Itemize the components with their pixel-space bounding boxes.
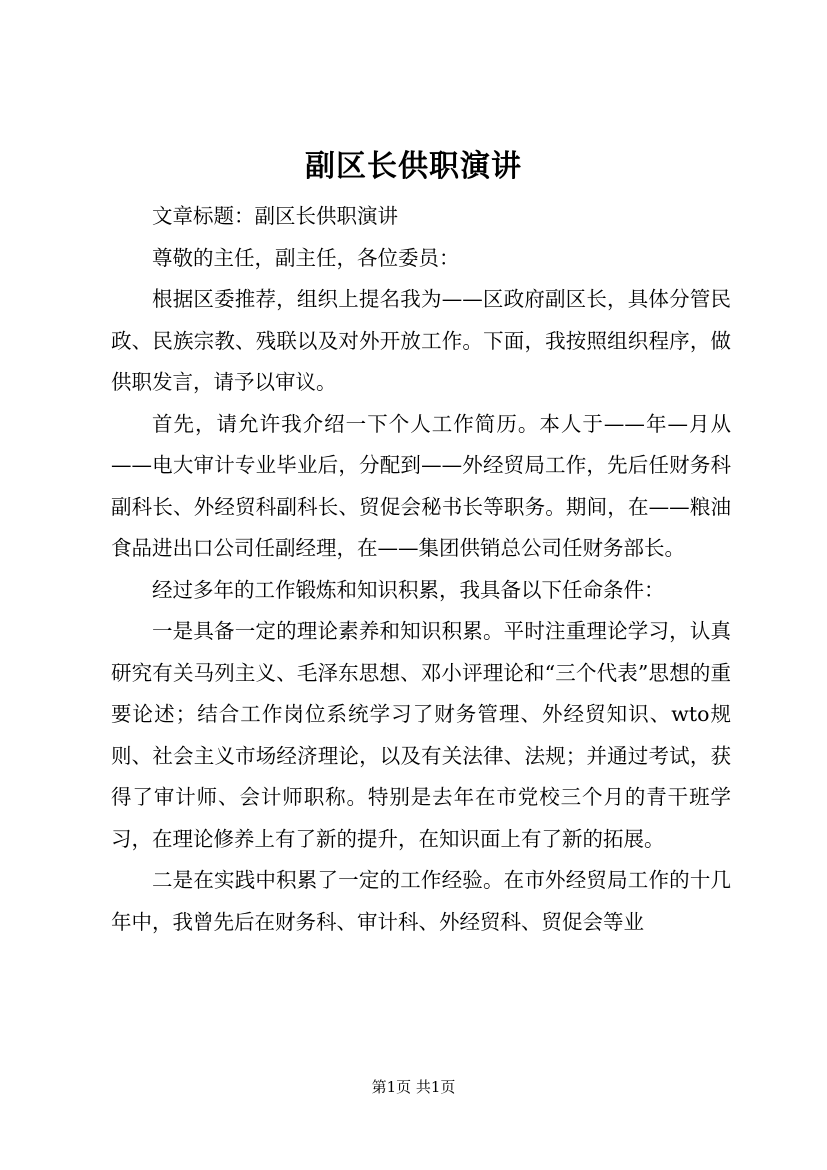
page-title: 副区长供职演讲: [305, 149, 522, 184]
paragraph-conditions-intro: 经过多年的工作锻炼和知识积累，我具备以下任命条件：: [152, 577, 665, 602]
paragraph-salutation: 尊敬的主任，副主任，各位委员：: [152, 245, 460, 270]
paragraph-condition-one: 一是具备一定的理论素养和知识积累。平时注重理论学习，认真研究有关马列主义、毛泽东思想、邓小评理论和“三个代表”思想的重要论述；结合工作岗位系统学习了财务管理、外经贸知识、wto规则、社会主义市场经济理论，以及有关法律、法规；并通过考试，获得了审计师、会计师职称。特别是去年在市党校三个月的青干班学习，在理论修养上有了新的提升，在知识面上有了新的拓展。: [111, 619, 731, 851]
paragraph-condition-two: 二是在实践中积累了一定的工作经验。在市外经贸局工作的十几年中，我曾先后在财务科、审计科、外经贸科、贸促会等业: [111, 868, 731, 934]
paragraph-resume: 首先，请允许我介绍一下个人工作简历。本人于——年—月从——电大审计专业毕业后，分配到——外经贸局工作，先后任财务科副科长、外经贸科副科长、贸促会秘书长等职务。期间，在——粮油食品进出口公司任副经理，在——集团供销总公司任财务部长。: [111, 411, 731, 560]
document-body: [111, 196, 731, 943]
paragraph-article-title: 文章标题：副区长供职演讲: [152, 204, 398, 228]
page-footer: 第1页 共1页: [371, 1078, 456, 1096]
paragraph-nomination: 根据区委推荐，组织上提名我为——区政府副区长，具体分管民政、民族宗教、残联以及对外开放工作。下面，我按照组织程序，做供职发言，请予以审议。: [111, 287, 731, 394]
